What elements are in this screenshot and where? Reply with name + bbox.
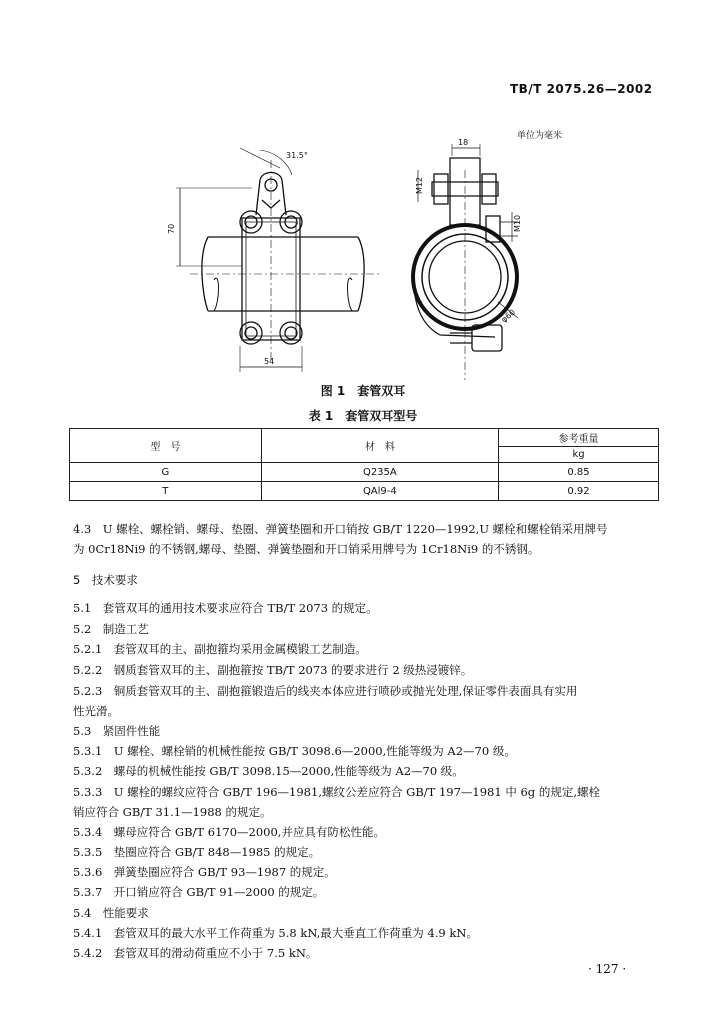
header-mass: 参考重量 (499, 429, 659, 447)
clause-5-3-3-line-1: 5.3.3 U 螺栓的螺纹应符合 GB/T 196—1981,螺纹公差应符合 GB/T 197—1981 中 6g 的规定,螺栓 (73, 785, 600, 799)
standard-code: TB/T 2075.26—2002 (510, 82, 653, 96)
clause-5-3-1: 5.3.1 U 螺栓、螺栓销的机械性能按 GB/T 3098.6—2000,性能等级为 A2—70 级。 (73, 744, 516, 758)
clause-5-2: 5.2 制造工艺 (73, 622, 149, 636)
clause-5-1: 5.1 套管双耳的通用技术要求应符合 TB/T 2073 的规定。 (73, 601, 378, 615)
unit-note: 单位为毫米 (517, 131, 563, 141)
clause-5-2-2: 5.2.2 钢质套管双耳的主、副抱箍按 TB/T 2073 的要求进行 2 级热浸镀锌。 (73, 663, 473, 677)
cell-model: G (70, 463, 262, 482)
dim-top-width: 18 (458, 138, 469, 147)
clause-5-3-4: 5.3.4 螺母应符合 GB/T 6170—2000,并应具有防松性能。 (73, 825, 385, 839)
cell-mass: 0.85 (499, 463, 659, 482)
cell-material: QAl9-4 (261, 482, 498, 501)
figure-1-drawing (150, 130, 550, 380)
page-number: · 127 · (588, 962, 627, 976)
clause-5-3-5: 5.3.5 垫圈应符合 GB/T 848—1985 的规定。 (73, 845, 321, 859)
dim-angle: 31.5° (286, 151, 308, 160)
side-view (413, 144, 518, 380)
clause-5-4: 5.4 性能要求 (73, 906, 149, 920)
clause-5-2-3-line-2: 性光滑。 (73, 704, 119, 718)
clause-4-3-line-1: 4.3 U 螺栓、螺栓销、螺母、垫圈、弹簧垫圈和开口销按 GB/T 1220—1992,U 螺栓和螺栓销采用牌号 (73, 522, 608, 536)
clause-5-2-1: 5.2.1 套管双耳的主、副抱箍均采用金属模锻工艺制造。 (73, 642, 367, 656)
table-caption: 表 1 套管双耳型号 (308, 409, 418, 423)
clause-4-3-line-2: 为 0Cr18Ni9 的不锈钢,螺母、垫圈、弹簧垫圈和开口销采用牌号为 1Cr18Ni9 的不锈钢。 (73, 542, 540, 556)
figure-caption: 图 1 套管双耳 (320, 384, 406, 398)
clause-5-4-2: 5.4.2 套管双耳的滑动荷重应不小于 7.5 kN。 (73, 946, 318, 960)
clause-5-2-3-line-1: 5.2.3 铜质套管双耳的主、副抱箍锻造后的线夹本体应进行喷砂或抛光处理,保证零件表面具有实用 (73, 684, 578, 698)
clause-5-3-7: 5.3.7 开口销应符合 GB/T 91—2000 的规定。 (73, 885, 325, 899)
cell-mass: 0.92 (499, 482, 659, 501)
front-view (176, 148, 380, 372)
clause-5-3-6: 5.3.6 弹簧垫圈应符合 GB/T 93—1987 的规定。 (73, 865, 336, 879)
clause-5-3-3-line-2: 销应符合 GB/T 31.1—1988 的规定。 (73, 805, 272, 819)
table-row (70, 482, 659, 501)
cell-material: Q235A (261, 463, 498, 482)
clause-5-3: 5.3 紧固件性能 (73, 724, 161, 738)
dim-m10: M10 (513, 214, 522, 232)
clause-5-4-1: 5.4.1 套管双耳的最大水平工作荷重为 5.8 kN,最大垂直工作荷重为 4.9 kN。 (73, 926, 478, 940)
section-5-heading: 5 技术要求 (73, 573, 138, 587)
dim-m12: M12 (415, 176, 424, 194)
cell-model: T (70, 482, 262, 501)
table-row (70, 463, 659, 482)
dim-width: 54 (264, 357, 275, 366)
header-model: 型 号 (70, 429, 262, 463)
header-mass-unit: kg (499, 447, 659, 463)
dim-diameter: φ60 (499, 307, 518, 325)
clause-5-3-2: 5.3.2 螺母的机械性能按 GB/T 3098.15—2000,性能等级为 A2—70 级。 (73, 764, 464, 778)
header-material: 材 料 (261, 429, 498, 463)
dim-height: 70 (167, 223, 176, 234)
model-table (69, 428, 659, 501)
